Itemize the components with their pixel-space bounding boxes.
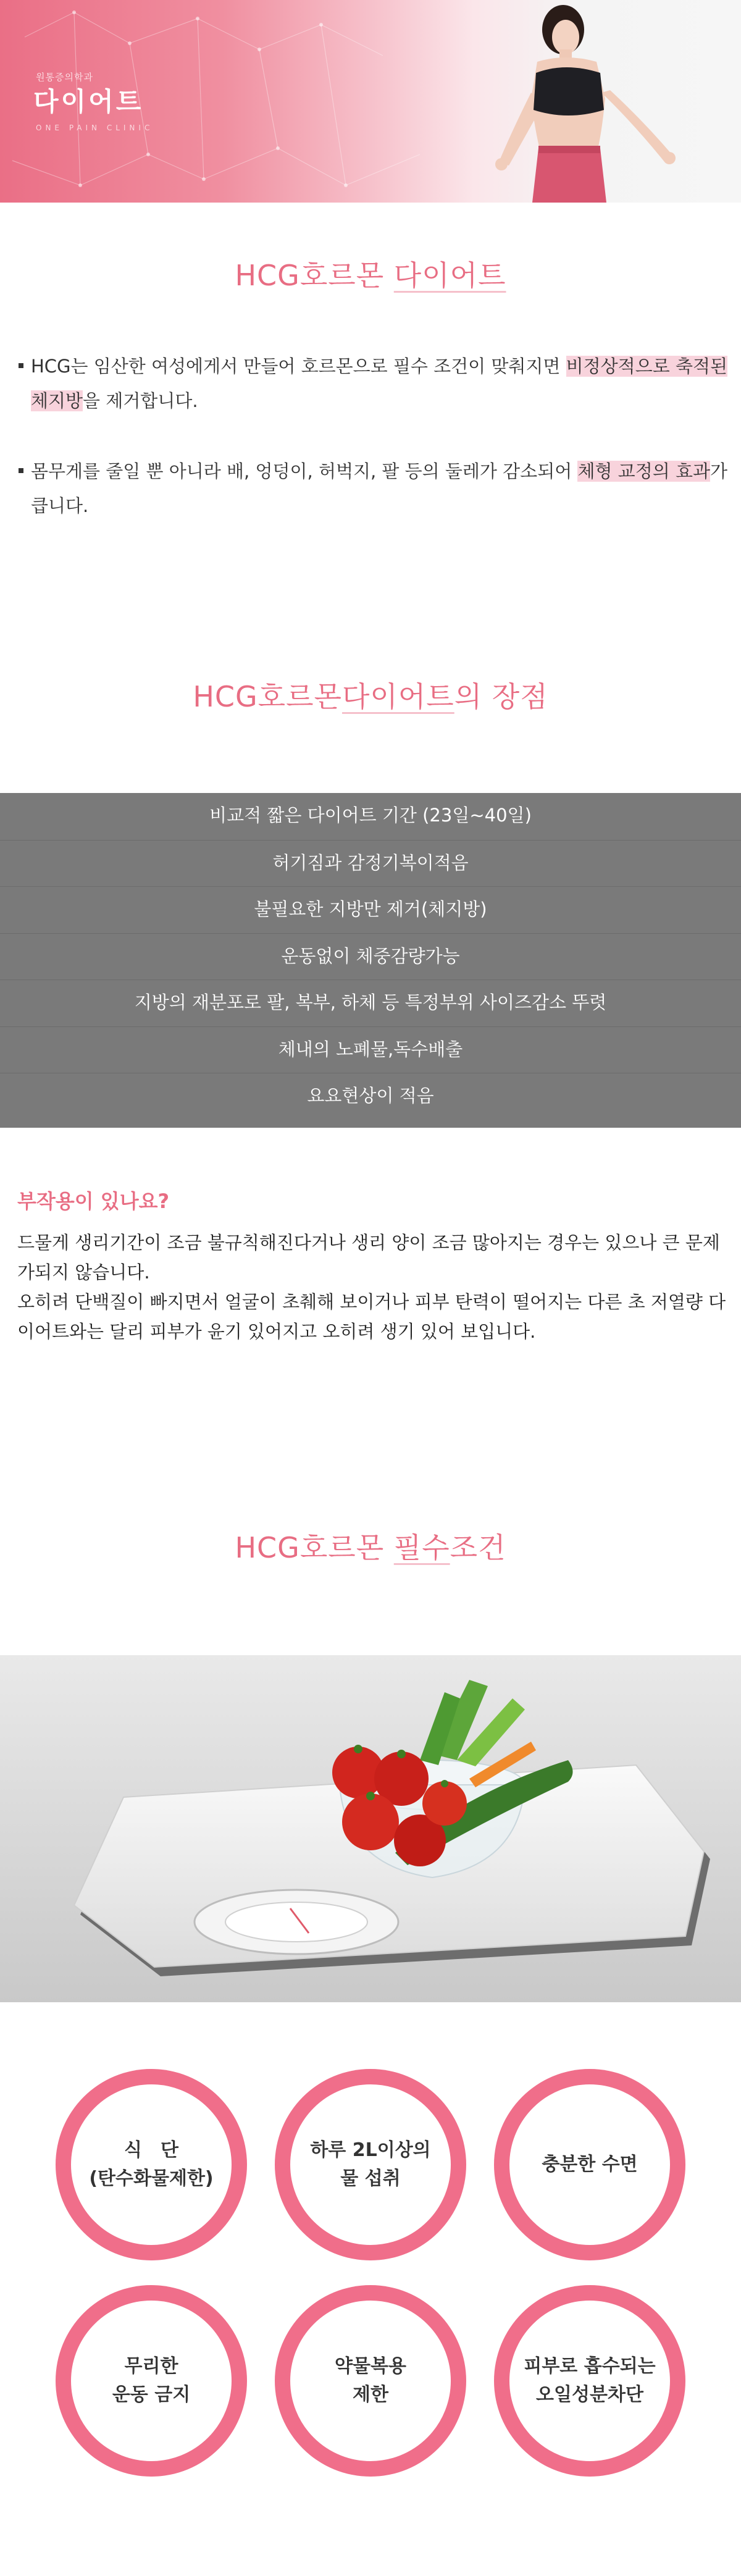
advantage-item: 체내의 노폐물,독수배출 — [0, 1026, 741, 1073]
intro-bullets — [17, 349, 734, 523]
bullet-text: 을 제거합니다. — [83, 390, 198, 411]
section-title-hcg-diet — [0, 253, 741, 294]
title-part: HCG호르몬 — [235, 1531, 394, 1564]
title-underlined: 다이어트 — [341, 680, 454, 713]
side-effects-question: 부작용이 있나요? — [17, 1189, 170, 1213]
condition-label — [69, 2083, 233, 2247]
title-part: HCG호르몬 — [193, 680, 342, 713]
condition-oil-block — [494, 2285, 685, 2477]
advantage-item: 요요현상이 적음 — [0, 1073, 741, 1120]
side-effects-paragraph: 드물게 생리기간이 조금 불규칙해진다거나 생리 양이 조금 많아지는 경우는 있으나 큰 문제가되지 않습니다. — [17, 1232, 720, 1283]
bullet-item — [17, 349, 734, 418]
scale-vegetables-photo — [0, 1655, 741, 2002]
condition-label — [69, 2299, 233, 2463]
condition-line: 물 섭취 — [340, 2168, 401, 2189]
bullet-highlight: 체형 교정의 효과 — [577, 461, 710, 482]
condition-label — [508, 2299, 672, 2463]
advantage-item: 지방의 재분포로 팔, 복부, 하체 등 특정부위 사이즈감소 뚜렷 — [0, 980, 741, 1026]
side-effects-answer — [17, 1228, 734, 1346]
advantages-list — [0, 793, 741, 1128]
condition-line: 피부로 흡수되는 — [524, 2356, 656, 2377]
condition-line: 식 단 — [124, 2139, 178, 2161]
condition-no-exercise — [56, 2285, 247, 2477]
advantage-item: 운동없이 체중감량가능 — [0, 933, 741, 980]
condition-line: 하루 2L이상의 — [310, 2139, 431, 2161]
advantage-item: 비교적 짧은 다이어트 기간 (23일~40일) — [209, 805, 532, 826]
advantage-item: 불필요한 지방만 제거(체지방) — [0, 886, 741, 933]
condition-water — [275, 2069, 466, 2260]
bullet-item — [17, 454, 734, 523]
condition-line: 제한 — [353, 2384, 388, 2406]
condition-label — [288, 2299, 453, 2463]
condition-label — [508, 2083, 672, 2247]
title-part: 의 장점 — [454, 680, 548, 713]
side-effects-paragraph: 오히려 단백질이 빠지면서 얼굴이 초췌해 보이거나 피부 탄력이 떨어지는 다른 초 저열량 다이어트와는 달리 피부가 윤기 있어지고 오히려 생기 있어 보입니다. — [17, 1291, 726, 1342]
condition-diet — [56, 2069, 247, 2260]
condition-label — [288, 2083, 453, 2247]
title-part: 조건 — [450, 1531, 506, 1564]
condition-line: 충분한 수면 — [542, 2154, 638, 2175]
condition-line: 운동 금지 — [112, 2384, 191, 2406]
page-title: 다이어트 — [33, 86, 144, 117]
title-underlined: 다이어트 — [393, 259, 506, 292]
bullet-highlight: 비정상적으로 축적된 체지방 — [31, 356, 727, 411]
condition-medication — [275, 2285, 466, 2477]
title-underlined: 필수 — [393, 1531, 450, 1564]
bullet-text: 가 큽니다. — [31, 461, 727, 516]
condition-sleep — [494, 2069, 685, 2260]
title-part: HCG호르몬 — [235, 259, 394, 292]
condition-line: (탄수화물제한) — [89, 2168, 214, 2189]
clinic-name-en: ONE PAIN CLINIC — [36, 124, 154, 132]
bullet-text: HCG는 임산한 여성에게서 만들어 호르몬으로 필수 조건이 맞춰지면 — [31, 356, 566, 377]
condition-line: 무리한 — [124, 2356, 178, 2377]
fitness-model-image — [488, 0, 741, 203]
condition-line: 오일성분차단 — [536, 2384, 643, 2406]
section-title-advantages — [0, 674, 741, 715]
clinic-name: 원통증의학과 — [36, 72, 93, 83]
condition-line: 약물복용 — [335, 2356, 406, 2377]
hero-banner — [0, 0, 741, 203]
bullet-text: 몸무게를 줄일 뿐 아니라 배, 엉덩이, 허벅지, 팔 등의 둘레가 감소되어 — [31, 461, 578, 482]
section-title-requirements — [0, 1525, 741, 1566]
advantage-item: 허기짐과 감정기복이적음 — [0, 840, 741, 887]
